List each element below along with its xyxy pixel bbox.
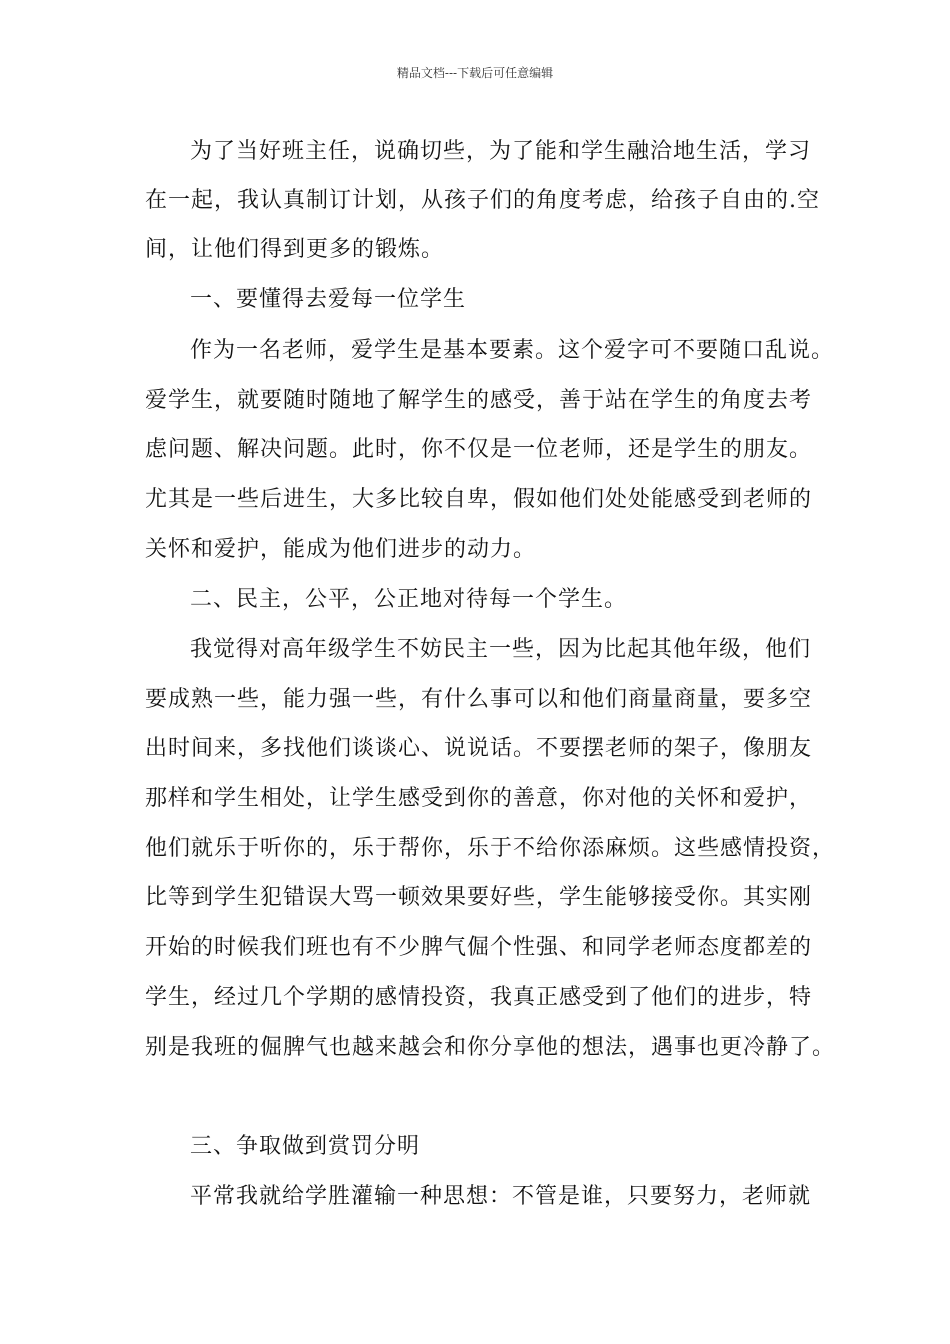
paragraph-1-line-2: 在一起，我认真制订计划，从孩子们的角度考虑，给孩子自由的.空 bbox=[145, 188, 820, 213]
paragraph-1-line-1: 为了当好班主任，说确切些，为了能和学生融洽地生活，学习 bbox=[190, 139, 812, 164]
heading-3: 三、争取做到赏罚分明 bbox=[190, 1134, 421, 1159]
paragraph-1-line-3: 间，让他们得到更多的锻炼。 bbox=[145, 237, 445, 262]
heading-2: 二、民主，公平，公正地对待每一个学生。 bbox=[190, 587, 628, 612]
paragraph-3-line-9: 别是我班的倔脾气也越来越会和你分享他的想法，遇事也更冷静了。 bbox=[145, 1035, 836, 1060]
paragraph-3-line-5: 他们就乐于听你的，乐于帮你，乐于不给你添麻烦。这些感情投资， bbox=[145, 836, 836, 861]
paragraph-2-line-2: 爱学生，就要随时随地了解学生的感受，善于站在学生的角度去考 bbox=[145, 388, 813, 413]
page-header: 精品文档---下载后可任意编辑 bbox=[396, 66, 554, 80]
paragraph-3-line-7: 开始的时候我们班也有不少脾气倔个性强、和同学老师态度都差的 bbox=[145, 935, 813, 960]
paragraph-2-line-3: 虑问题、解决问题。此时，你不仅是一位老师，还是学生的朋友。 bbox=[145, 437, 813, 462]
paragraph-2-line-5: 关怀和爱护，能成为他们进步的动力。 bbox=[145, 537, 537, 562]
paragraph-2-line-1: 作为一名老师，爱学生是基本要素。这个爱字可不要随口乱说。 bbox=[190, 338, 835, 363]
paragraph-3-line-6: 比等到学生犯错误大骂一顿效果要好些，学生能够接受你。其实刚 bbox=[145, 885, 813, 910]
paragraph-3-line-2: 要成熟一些，能力强一些，有什么事可以和他们商量商量，要多空 bbox=[145, 687, 813, 712]
paragraph-3-line-4: 那样和学生相处，让学生感受到你的善意，你对他的关怀和爱护， bbox=[145, 786, 813, 811]
paragraph-3-line-3: 出时间来，多找他们谈谈心、说说话。不要摆老师的架子，像朋友 bbox=[145, 736, 813, 761]
paragraph-3-line-8: 学生，经过几个学期的感情投资，我真正感受到了他们的进步，特 bbox=[145, 985, 813, 1010]
heading-1: 一、要懂得去爱每一位学生 bbox=[190, 287, 467, 312]
paragraph-4-line-1: 平常我就给学胜灌输一种思想：不管是谁，只要努力，老师就 bbox=[190, 1184, 812, 1209]
paragraph-2-line-4: 尤其是一些后进生，大多比较自卑，假如他们处处能感受到老师的 bbox=[145, 487, 813, 512]
paragraph-3-line-1: 我觉得对高年级学生不妨民主一些，因为比起其他年级，他们 bbox=[190, 637, 812, 662]
